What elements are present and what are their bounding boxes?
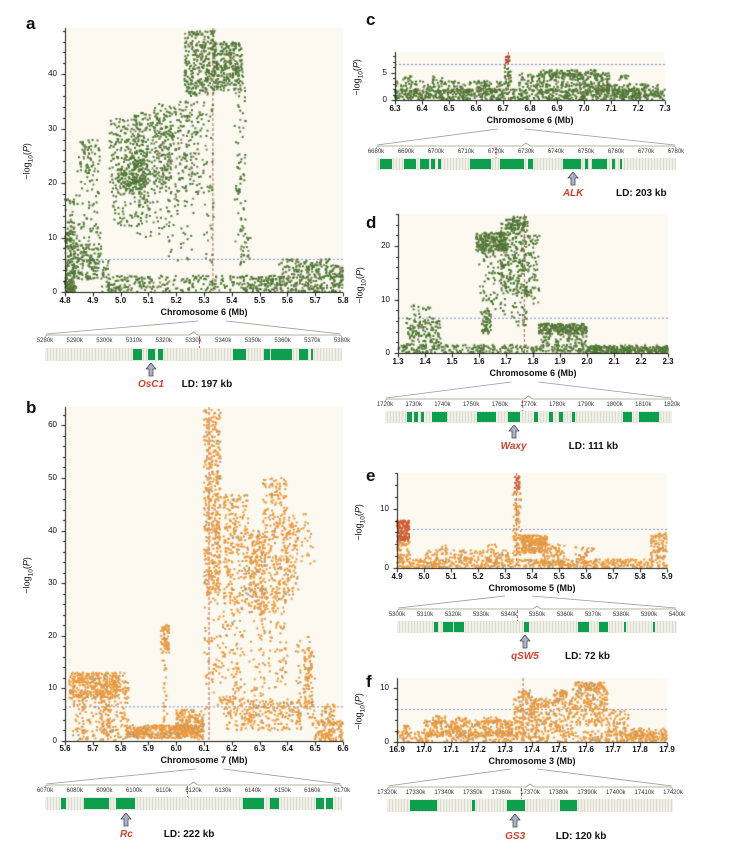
gene-block bbox=[133, 349, 143, 360]
gene-block bbox=[116, 798, 135, 809]
x-tick-label: 6.4 bbox=[281, 744, 293, 753]
x-tick-label: 4.9 bbox=[391, 572, 403, 581]
track-tick-label: 5350k bbox=[528, 612, 546, 618]
x-tick-label: 5.8 bbox=[115, 744, 127, 753]
track-tick-label: 6070k bbox=[36, 788, 54, 794]
track-tick-label: 5380k bbox=[612, 612, 630, 618]
y-tick-label: 30 bbox=[48, 123, 57, 133]
x-tick-label: 1.6 bbox=[473, 357, 485, 366]
gene-block bbox=[508, 412, 521, 422]
x-tick-label: 17.0 bbox=[416, 745, 432, 754]
gene-arrow-icon bbox=[510, 814, 521, 828]
y-tick-label: 40 bbox=[48, 525, 57, 535]
x-tick-label: 17.6 bbox=[578, 745, 594, 754]
x-tick-label: 1.3 bbox=[392, 357, 404, 366]
track-tick-label: 6100k bbox=[125, 788, 143, 794]
x-tick-label: 1.8 bbox=[527, 357, 539, 366]
track-tick-label: 1800k bbox=[606, 402, 623, 408]
ld-label: LD: 222 kb bbox=[163, 829, 215, 840]
gene-track bbox=[387, 799, 673, 812]
track-tick-label: 6080k bbox=[66, 788, 83, 794]
x-tick-label: 5.7 bbox=[309, 296, 321, 305]
track-tick-label: 1760k bbox=[491, 402, 508, 408]
gene-block bbox=[158, 349, 163, 360]
y-axis-label: $-\log_{10}(P)$ bbox=[353, 693, 367, 730]
track-tick-label: 5320k bbox=[444, 612, 462, 618]
x-tick-label: 5.2 bbox=[170, 296, 182, 305]
x-tick-label: 5.6 bbox=[59, 744, 71, 753]
x-tick-label: 2.1 bbox=[608, 357, 620, 366]
gene-block bbox=[472, 800, 475, 811]
ld-label: LD: 203 kb bbox=[616, 188, 667, 199]
gene-block bbox=[434, 622, 437, 632]
gene-block bbox=[620, 159, 622, 169]
track-tick-label: 6740k bbox=[547, 149, 565, 155]
x-tick-label: 7.0 bbox=[578, 104, 590, 113]
panel-letter: b bbox=[26, 398, 37, 417]
x-tick-label: 17.1 bbox=[443, 745, 459, 754]
x-tick-label: 6.0 bbox=[170, 744, 182, 753]
gene-block bbox=[148, 349, 155, 360]
track-tick-label: 5340k bbox=[215, 338, 232, 344]
gene-block bbox=[477, 412, 496, 422]
track-tick-label: 6160k bbox=[304, 788, 321, 794]
track-tick-label: 17380k bbox=[548, 790, 569, 796]
gene-block bbox=[624, 622, 626, 632]
track-tick-label: 1720k bbox=[376, 402, 394, 408]
track-tick-label: 17360k bbox=[491, 790, 512, 796]
gene-block bbox=[470, 159, 491, 169]
x-tick-label: 5.5 bbox=[553, 572, 565, 581]
gene-arrow-icon bbox=[121, 813, 132, 827]
gene-block bbox=[599, 622, 607, 632]
gene-label: qSW5 bbox=[511, 651, 539, 662]
track-tick-label: 5340k bbox=[500, 612, 518, 618]
x-tick-label: 5.7 bbox=[87, 744, 99, 753]
gene-block bbox=[653, 622, 655, 632]
gene-block bbox=[326, 798, 333, 809]
track-tick-label: 17410k bbox=[634, 790, 655, 796]
x-tick-label: 5.4 bbox=[526, 572, 538, 581]
track-tick-label: 17340k bbox=[434, 790, 455, 796]
y-tick-label: 20 bbox=[48, 178, 57, 188]
gene-block bbox=[432, 412, 447, 422]
x-tick-label: 4.9 bbox=[87, 296, 99, 305]
gene-block bbox=[407, 412, 412, 422]
panel-letter: e bbox=[366, 466, 376, 485]
x-tick-label: 5.7 bbox=[607, 572, 619, 581]
y-tick-label: 20 bbox=[48, 630, 57, 640]
panel-e bbox=[353, 466, 754, 668]
track-tick-label: 6750k bbox=[577, 149, 595, 155]
gene-track bbox=[45, 348, 342, 361]
track-tick-label: 5370k bbox=[584, 612, 602, 618]
x-tick-label: 5.5 bbox=[254, 296, 266, 305]
track-tick-label: 5300k bbox=[388, 612, 406, 618]
y-axis-label: $-\log_{10}(P)$ bbox=[354, 266, 368, 304]
y-tick-label: 60 bbox=[48, 420, 57, 430]
y-tick-label: 0 bbox=[385, 348, 390, 357]
gene-block bbox=[639, 412, 659, 422]
x-tick-label: 5.0 bbox=[115, 296, 127, 305]
y-tick-label: 0 bbox=[52, 736, 57, 745]
gene-block bbox=[414, 412, 418, 422]
y-axis-label: $-\log_{10}(P)$ bbox=[21, 143, 35, 180]
track-tick-label: 5370k bbox=[304, 338, 321, 344]
x-tick-label: 6.3 bbox=[254, 744, 266, 753]
track-tick-label: 6120k bbox=[185, 788, 202, 794]
x-tick-label: 7.3 bbox=[659, 104, 671, 113]
track-tick-label: 5330k bbox=[185, 338, 202, 344]
x-tick-label: 6.7 bbox=[497, 104, 509, 113]
track-tick-label: 1790k bbox=[577, 402, 595, 408]
gene-block bbox=[299, 349, 308, 360]
x-tick-label: 1.4 bbox=[419, 357, 431, 366]
track-tick-label: 6780k bbox=[667, 149, 685, 155]
x-tick-label: 1.9 bbox=[554, 357, 566, 366]
panel-f bbox=[353, 666, 754, 858]
track-tick-label: 17370k bbox=[520, 790, 540, 796]
gene-track bbox=[45, 797, 342, 810]
x-tick-label: 1.5 bbox=[446, 357, 458, 366]
track-tick-label: 5360k bbox=[556, 612, 574, 618]
panel-letter: a bbox=[26, 14, 36, 33]
x-tick-label: 5.8 bbox=[337, 296, 349, 305]
x-tick-label: 17.5 bbox=[551, 745, 567, 754]
gene-track bbox=[385, 411, 672, 423]
gene-label: GS3 bbox=[505, 831, 526, 842]
x-tick-label: 2.2 bbox=[635, 357, 647, 366]
gene-block bbox=[264, 349, 270, 360]
track-tick-label: 17400k bbox=[605, 790, 626, 796]
x-tick-label: 6.5 bbox=[443, 104, 455, 113]
track-tick-label: 17330k bbox=[405, 790, 426, 796]
gene-arrow-icon bbox=[508, 425, 519, 439]
y-tick-label: 30 bbox=[48, 578, 57, 588]
gene-track bbox=[376, 158, 676, 170]
y-tick-label: 10 bbox=[48, 683, 57, 693]
x-axis-title: Chromosome 6 (Mb) bbox=[486, 115, 574, 125]
y-tick-label: 50 bbox=[48, 473, 57, 482]
x-tick-label: 16.9 bbox=[389, 745, 405, 754]
track-tick-label: 17350k bbox=[462, 790, 483, 796]
x-tick-label: 5.9 bbox=[142, 744, 154, 753]
track-tick-label: 6760k bbox=[607, 149, 625, 155]
gene-block bbox=[592, 159, 607, 169]
track-tick-label: 5350k bbox=[244, 338, 262, 344]
track-tick-label: 5380k bbox=[333, 338, 351, 344]
track-tick-label: 1730k bbox=[405, 402, 422, 408]
scatter-plot bbox=[57, 403, 347, 749]
track-tick-label: 5330k bbox=[472, 612, 490, 618]
y-axis-label: $-\log_{10}(P)$ bbox=[21, 557, 35, 594]
gene-block bbox=[563, 159, 581, 169]
panel-b bbox=[18, 396, 353, 856]
gene-block bbox=[421, 412, 424, 422]
x-tick-label: 6.8 bbox=[524, 104, 536, 113]
x-tick-label: 5.1 bbox=[445, 572, 457, 581]
track-tick-label: 6150k bbox=[274, 788, 291, 794]
gene-block bbox=[311, 349, 313, 360]
y-tick-label: 10 bbox=[380, 503, 389, 513]
x-tick-label: 6.2 bbox=[226, 744, 238, 753]
track-tick-label: 1740k bbox=[434, 402, 451, 408]
ld-label: LD: 72 kb bbox=[565, 651, 611, 662]
x-tick-label: 6.9 bbox=[551, 104, 563, 113]
scatter-plot bbox=[389, 469, 671, 576]
gene-arrow-icon bbox=[519, 635, 530, 649]
x-tick-label: 5.6 bbox=[281, 296, 293, 305]
y-tick-label: 5 bbox=[382, 67, 387, 77]
y-axis-label: $-\log_{10}(P)$ bbox=[353, 503, 367, 541]
gene-track bbox=[397, 621, 677, 633]
track-tick-label: 17320k bbox=[377, 790, 397, 796]
y-tick-label: 10 bbox=[380, 682, 389, 692]
gene-block bbox=[534, 412, 537, 422]
gene-block bbox=[270, 798, 280, 809]
gene-block bbox=[61, 798, 66, 809]
track-tick-label: 6710k bbox=[457, 149, 475, 155]
x-tick-label: 6.3 bbox=[389, 104, 401, 113]
track-tick-label: 17420k bbox=[663, 790, 683, 796]
y-axis-label: $-\log_{10}(P)$ bbox=[351, 59, 365, 96]
gene-block bbox=[524, 622, 529, 632]
gene-block bbox=[404, 159, 416, 169]
y-tick-label: 20 bbox=[381, 241, 390, 251]
x-tick-label: 17.8 bbox=[632, 745, 648, 754]
y-tick-label: 0 bbox=[384, 563, 389, 572]
y-tick-label: 10 bbox=[48, 232, 57, 242]
scatter-plot bbox=[387, 48, 669, 108]
gene-block bbox=[528, 159, 533, 169]
x-tick-label: 2.0 bbox=[581, 357, 593, 366]
panel-d bbox=[354, 211, 754, 466]
gene-block bbox=[454, 622, 464, 632]
x-axis-title: Chromosome 6 (Mb) bbox=[160, 307, 248, 317]
track-tick-label: 6690k bbox=[397, 149, 415, 155]
track-tick-label: 1820k bbox=[663, 402, 681, 408]
x-tick-label: 7.2 bbox=[632, 104, 644, 113]
track-tick-label: 6110k bbox=[155, 788, 172, 794]
track-tick-label: 6090k bbox=[96, 788, 113, 794]
track-tick-label: 6720k bbox=[487, 149, 505, 155]
track-tick-label: 1750k bbox=[462, 402, 480, 408]
panel-letter: f bbox=[366, 672, 372, 691]
gene-block bbox=[438, 159, 442, 169]
x-tick-label: 5.6 bbox=[580, 572, 592, 581]
x-tick-label: 4.8 bbox=[59, 296, 71, 305]
track-tick-label: 5310k bbox=[125, 338, 143, 344]
gene-block bbox=[271, 349, 291, 360]
gene-block bbox=[585, 159, 588, 169]
x-tick-label: 7.1 bbox=[605, 104, 617, 113]
panel-a bbox=[18, 8, 353, 400]
scatter-plot bbox=[389, 674, 671, 750]
gene-block bbox=[380, 159, 392, 169]
x-tick-label: 6.6 bbox=[337, 744, 349, 753]
gene-block bbox=[443, 622, 453, 632]
track-tick-label: 6130k bbox=[215, 788, 232, 794]
gene-block bbox=[560, 800, 577, 811]
gene-block bbox=[559, 412, 563, 422]
x-tick-label: 17.3 bbox=[497, 745, 513, 754]
x-tick-label: 5.8 bbox=[634, 572, 646, 581]
gene-block bbox=[316, 798, 325, 809]
ld-label: LD: 111 kb bbox=[568, 441, 619, 452]
track-tick-label: 6680k bbox=[367, 149, 385, 155]
x-tick-label: 1.7 bbox=[500, 357, 512, 366]
track-tick-label: 5300k bbox=[96, 338, 113, 344]
track-tick-label: 5290k bbox=[66, 338, 83, 344]
x-tick-label: 5.9 bbox=[661, 572, 673, 581]
panel-c bbox=[351, 6, 754, 211]
x-tick-label: 5.0 bbox=[418, 572, 430, 581]
panel-letter: c bbox=[366, 10, 376, 29]
ld-label: LD: 197 kb bbox=[181, 379, 233, 390]
gene-arrow-icon bbox=[568, 172, 579, 186]
x-tick-label: 17.2 bbox=[470, 745, 486, 754]
x-tick-label: 6.1 bbox=[198, 744, 210, 753]
gene-block bbox=[549, 412, 552, 422]
x-tick-label: 17.9 bbox=[659, 745, 675, 754]
x-axis-title: Chromosome 7 (Mb) bbox=[160, 755, 248, 765]
track-tick-label: 5320k bbox=[155, 338, 172, 344]
gene-block bbox=[612, 159, 615, 169]
scatter-plot bbox=[390, 210, 672, 361]
y-tick-label: 40 bbox=[48, 69, 57, 79]
track-tick-label: 6770k bbox=[637, 149, 655, 155]
x-tick-label: 2.3 bbox=[662, 357, 674, 366]
track-tick-label: 17390k bbox=[577, 790, 598, 796]
gene-block bbox=[243, 798, 264, 809]
gene-label: ALK bbox=[562, 188, 584, 199]
x-axis-title: Chromosome 3 (Mb) bbox=[488, 756, 576, 766]
gene-block bbox=[431, 159, 435, 169]
ld-label: LD: 120 kb bbox=[555, 831, 607, 842]
gene-label: OsC1 bbox=[137, 379, 165, 390]
gene-block bbox=[572, 412, 575, 422]
track-tick-label: 5310k bbox=[416, 612, 434, 618]
panel-letter: d bbox=[366, 213, 377, 232]
x-axis-title: Chromosome 5 (Mb) bbox=[488, 583, 576, 593]
y-tick-label: 0 bbox=[52, 287, 57, 296]
gene-block bbox=[623, 412, 632, 422]
track-tick-label: 6700k bbox=[427, 149, 445, 155]
x-tick-label: 5.3 bbox=[198, 296, 210, 305]
gene-block bbox=[410, 800, 437, 811]
track-tick-label: 6140k bbox=[244, 788, 262, 794]
gene-block bbox=[233, 349, 246, 360]
x-axis-title: Chromosome 6 (Mb) bbox=[489, 368, 577, 378]
gene-label: Rc bbox=[119, 829, 133, 840]
x-tick-label: 5.4 bbox=[226, 296, 238, 305]
track-tick-label: 5400k bbox=[668, 612, 686, 618]
track-tick-label: 5280k bbox=[36, 338, 54, 344]
gene-block bbox=[500, 159, 524, 169]
x-tick-label: 6.4 bbox=[416, 104, 428, 113]
x-tick-label: 17.7 bbox=[605, 745, 621, 754]
track-tick-label: 1810k bbox=[635, 402, 652, 408]
x-tick-label: 5.2 bbox=[472, 572, 484, 581]
y-tick-label: 10 bbox=[381, 294, 390, 304]
x-tick-label: 5.3 bbox=[499, 572, 511, 581]
gene-arrow-icon bbox=[146, 363, 157, 377]
gene-block bbox=[507, 800, 525, 811]
track-tick-label: 5390k bbox=[640, 612, 658, 618]
x-tick-label: 6.6 bbox=[470, 104, 482, 113]
gene-label: Waxy bbox=[500, 441, 527, 452]
gene-block bbox=[84, 798, 109, 809]
y-tick-label: 0 bbox=[382, 95, 387, 104]
gene-block bbox=[578, 622, 590, 632]
track-tick-label: 6730k bbox=[517, 149, 535, 155]
scatter-plot bbox=[57, 24, 347, 300]
x-tick-label: 6.5 bbox=[309, 744, 321, 753]
y-tick-label: 0 bbox=[384, 737, 389, 746]
track-tick-label: 1780k bbox=[549, 402, 566, 408]
track-tick-label: 5360k bbox=[274, 338, 291, 344]
track-tick-label: 1770k bbox=[520, 402, 537, 408]
x-tick-label: 17.4 bbox=[524, 745, 540, 754]
x-tick-label: 5.1 bbox=[142, 296, 154, 305]
track-tick-label: 6170k bbox=[333, 788, 351, 794]
gene-block bbox=[420, 159, 429, 169]
